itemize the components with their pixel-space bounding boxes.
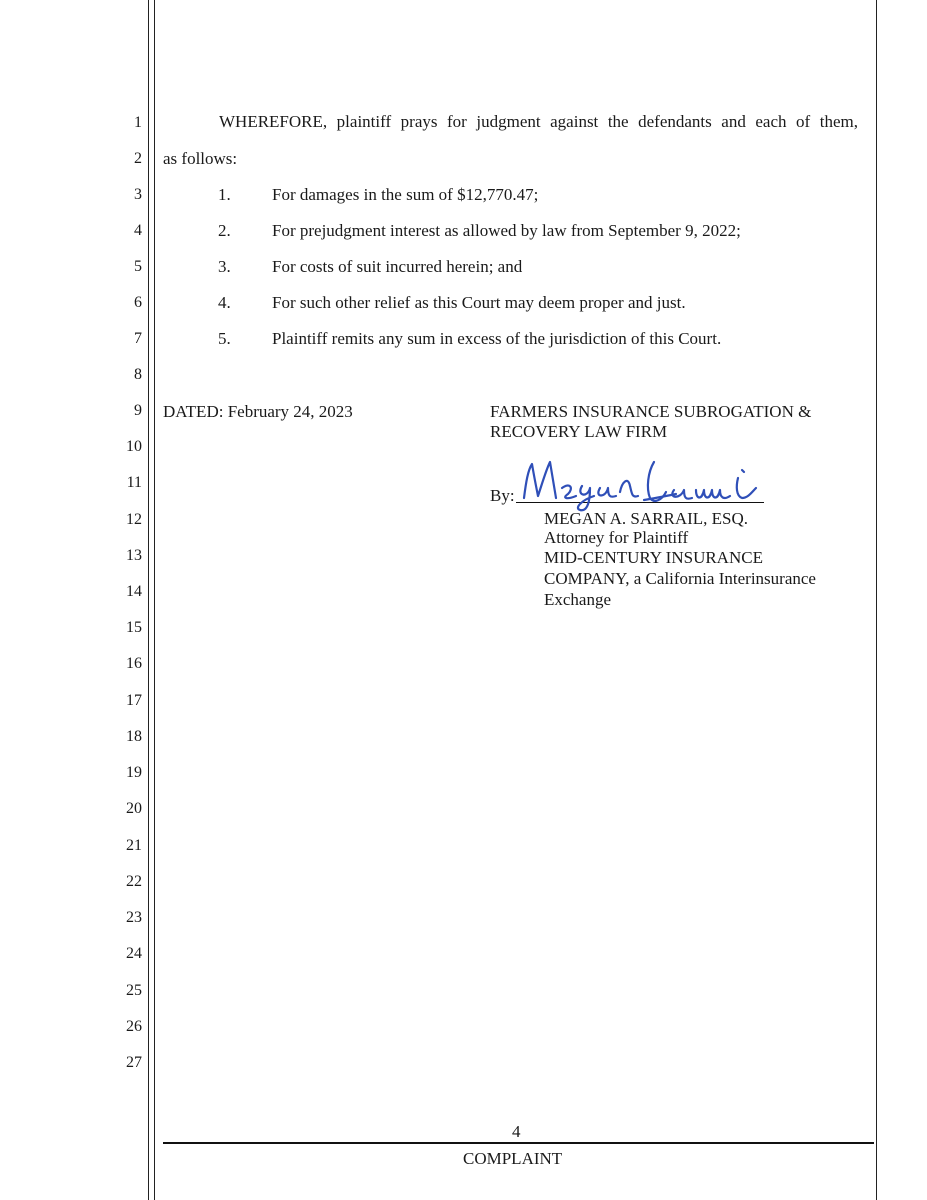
line-number: 10	[126, 438, 142, 455]
relief-item-text: For prejudgment interest as allowed by law from September 9, 2022;	[272, 221, 741, 240]
line-number: 6	[134, 294, 142, 311]
line-number: 16	[126, 655, 142, 672]
document-title: COMPLAINT	[463, 1149, 563, 1168]
client-name-line2: COMPANY, a California Interinsurance	[544, 569, 816, 588]
line-number: 4	[134, 222, 142, 239]
line-number: 8	[134, 366, 142, 383]
line-number: 23	[126, 909, 142, 926]
line-number: 11	[126, 474, 142, 491]
relief-item-number: 1.	[218, 185, 231, 204]
prayer-paragraph-line1: WHEREFORE, plaintiff prays for judgment against the defendants and each of them,	[219, 112, 858, 131]
line-number: 13	[126, 547, 142, 564]
line-number: 1	[134, 114, 142, 131]
relief-item-text: Plaintiff remits any sum in excess of the jurisdiction of this Court.	[272, 329, 722, 348]
line-number: 19	[126, 764, 142, 781]
margin-rule-right	[876, 0, 877, 1200]
relief-item-text: For damages in the sum of $12,770.47;	[272, 185, 539, 204]
line-number: 18	[126, 728, 142, 745]
page-number: 4	[512, 1122, 521, 1141]
line-number: 25	[126, 982, 142, 999]
dated-line: DATED: February 24, 2023	[163, 402, 353, 421]
attorney-name: MEGAN A. SARRAIL, ESQ.	[544, 509, 749, 528]
line-number: 26	[126, 1018, 142, 1035]
line-number: 2	[134, 150, 142, 167]
line-number: 22	[126, 873, 142, 890]
line-number: 7	[134, 330, 142, 347]
line-number: 5	[134, 258, 142, 275]
relief-item-number: 2.	[218, 221, 231, 240]
prayer-paragraph-line2: as follows:	[163, 149, 238, 168]
line-number: 20	[126, 800, 142, 817]
firm-name-line1: FARMERS INSURANCE SUBROGATION &	[490, 402, 812, 421]
client-name-line3: Exchange	[544, 590, 612, 609]
footer-rule	[163, 1142, 874, 1144]
line-number: 17	[126, 692, 142, 709]
client-name-line1: MID-CENTURY INSURANCE	[544, 548, 763, 567]
line-number: 12	[126, 511, 142, 528]
line-number: 14	[126, 583, 142, 600]
attorney-role: Attorney for Plaintiff	[544, 528, 689, 547]
by-label: By:	[490, 486, 515, 505]
relief-item-number: 5.	[218, 329, 231, 348]
firm-name-line2: RECOVERY LAW FIRM	[490, 422, 668, 441]
relief-item-text: For costs of suit incurred herein; and	[272, 257, 523, 276]
line-number: 9	[134, 402, 142, 419]
line-number: 24	[126, 945, 142, 962]
line-number: 15	[126, 619, 142, 636]
line-number: 27	[126, 1054, 142, 1071]
line-number: 3	[134, 186, 142, 203]
relief-item-number: 4.	[218, 293, 231, 312]
margin-rule-left-outer	[148, 0, 149, 1200]
line-number: 21	[126, 837, 142, 854]
relief-item-number: 3.	[218, 257, 231, 276]
handwritten-signature	[516, 452, 778, 514]
margin-rule-left-inner	[154, 0, 155, 1200]
relief-item-text: For such other relief as this Court may deem proper and just.	[272, 293, 686, 312]
